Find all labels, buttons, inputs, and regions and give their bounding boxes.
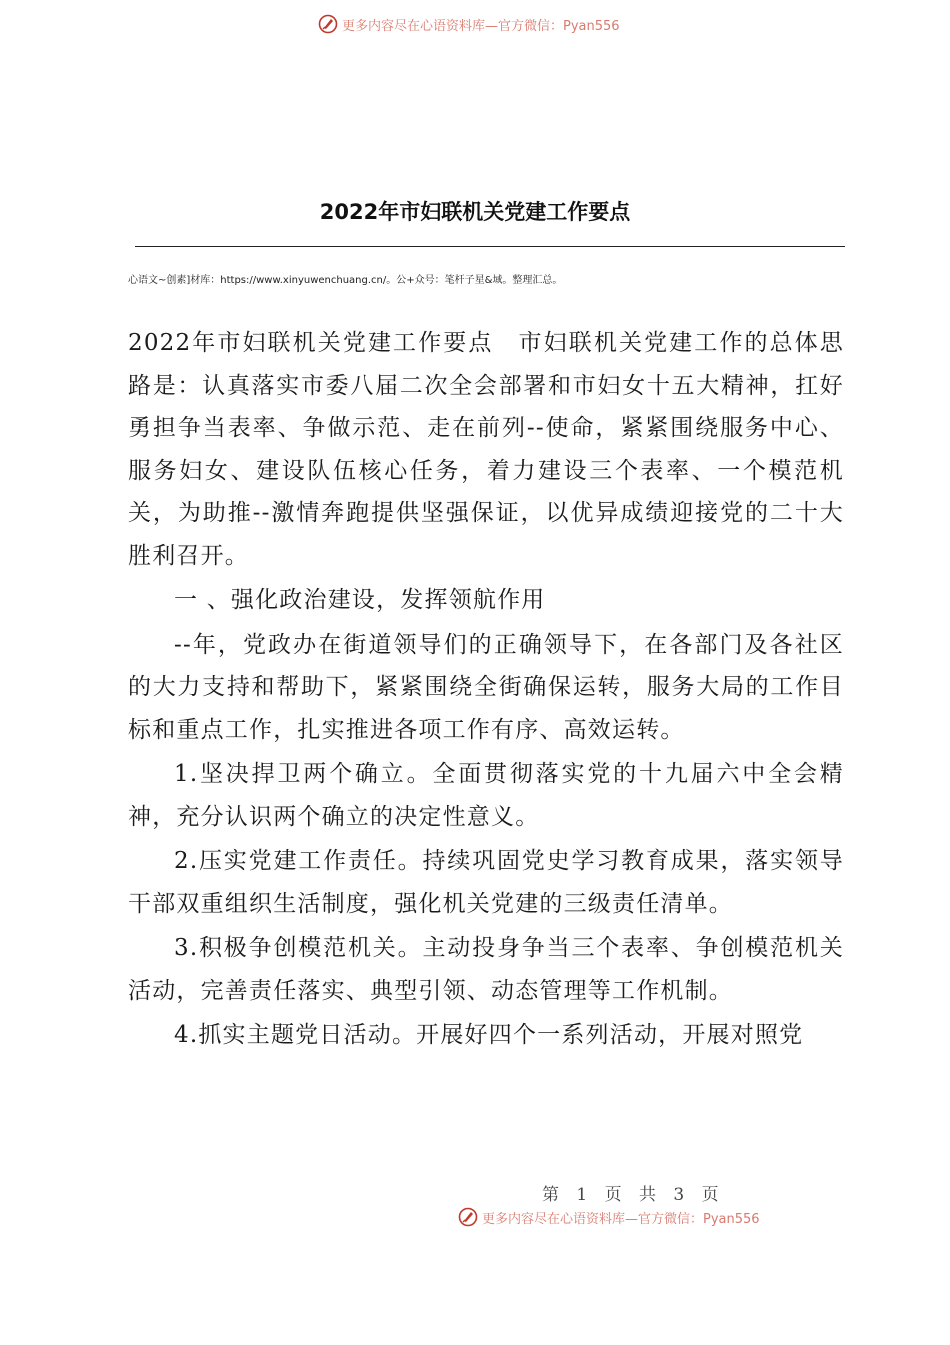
- list-item: 4.抓实主题党日活动。开展好四个一系列活动，开展对照党: [174, 1022, 804, 1048]
- watermark-text: 更多内容尽在心语资料库—官方微信：Pyan556: [482, 1211, 760, 1227]
- watermark-bottom: [458, 1207, 760, 1227]
- watermark-top: [318, 14, 620, 34]
- list-item: 1.坚决捍卫两个确立。全面贯彻落实党的十九届六中全会精神，充分认识两个确立的决定性意义。: [128, 761, 844, 830]
- page-number: 第 1 页 共 3 页: [542, 1185, 725, 1205]
- document-title: 2022年市妇联机关党建工作要点: [319, 200, 631, 224]
- paragraph-intro: 2022年市妇联机关党建工作要点 市妇联机关党建工作的总体思路是：认真落实市委八届二次全会部署和市妇女十五大精神，扛好勇担争当表率、争做示范、走在前列--使命，紧紧围绕服务中心、服务妇女、建设队伍核心任务，着力建设三个表率、一个模范机关，为助推--激情奔跑提供坚强保证，以优异成绩迎接党的二十大胜利召开。: [128, 330, 844, 569]
- pen-logo-icon: [318, 14, 338, 34]
- paragraph: --年，党政办在街道领导们的正确领导下，在各部门及各社区的大力支持和帮助下，紧紧围绕全街确保运转，服务大局的工作目标和重点工作，扎实推进各项工作有序、高效运转。: [128, 631, 844, 743]
- pen-logo-icon: [458, 1207, 478, 1227]
- watermark-text: 更多内容尽在心语资料库—官方微信：Pyan556: [342, 18, 620, 34]
- list-item: 3.积极争创模范机关。主动投身争当三个表率、争创模范机关活动，完善责任落实、典型引领、动态管理等工作机制。: [128, 935, 844, 1004]
- title-divider: [135, 246, 845, 247]
- document-body: [128, 322, 844, 1057]
- source-line: 心语文~创素]材库：https://www.xinyuwenchuang.cn/。公+众号：笔杆子星&域。整理汇总。: [128, 275, 563, 286]
- section-heading: 一 、强化政治建设，发挥领航作用: [174, 587, 546, 613]
- list-item: 2.压实党建工作责任。持续巩固党史学习教育成果，落实领导干部双重组织生活制度，强化机关党建的三级责任清单。: [128, 848, 844, 917]
